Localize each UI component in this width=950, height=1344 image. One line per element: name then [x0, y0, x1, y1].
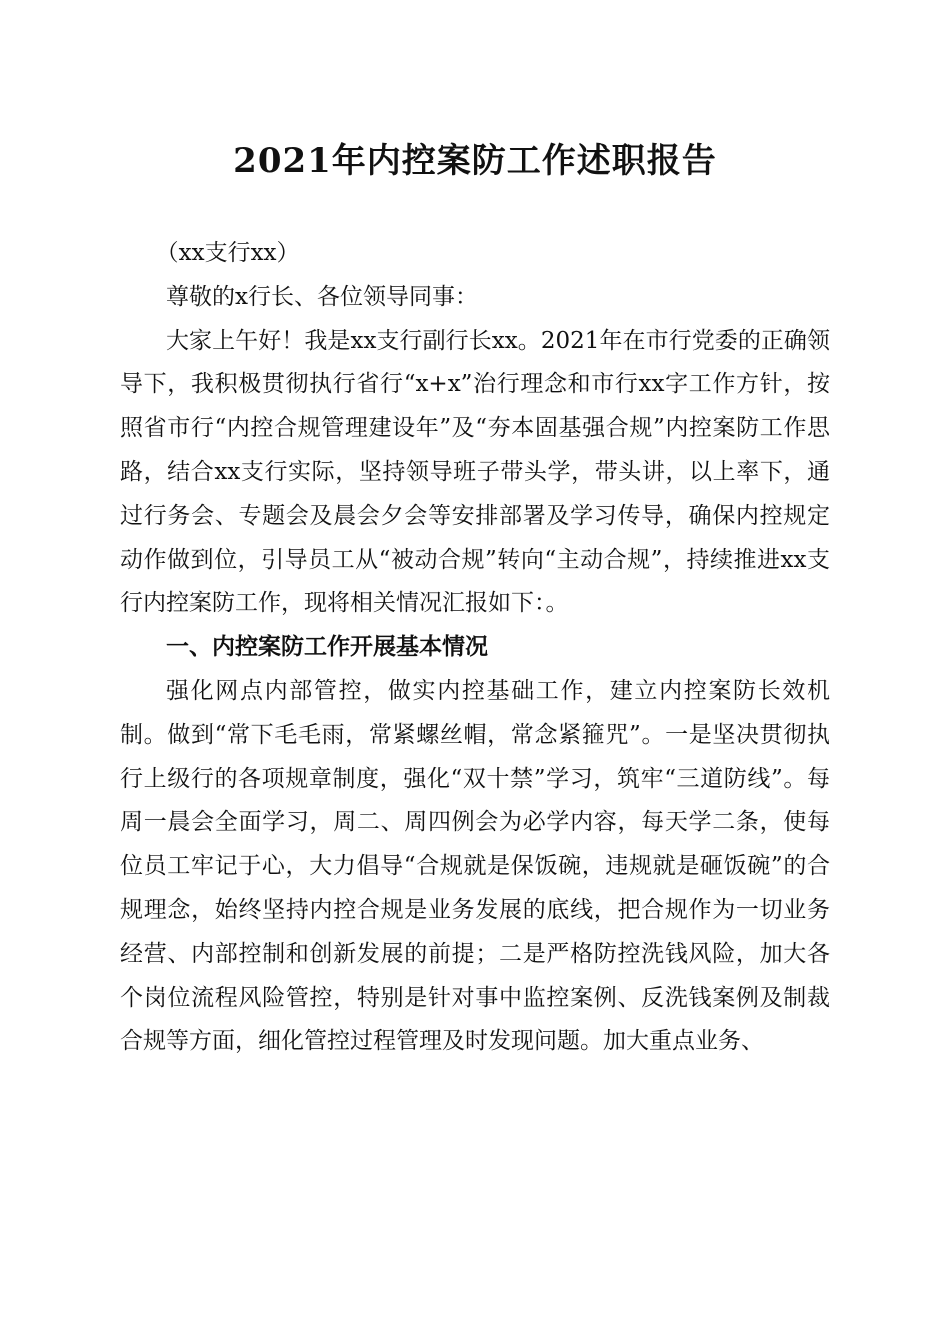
section-paragraph: 强化网点内部管控，做实内控基础工作，建立内控案防长效机制。做到“常下毛毛雨，常紧螺丝帽，常念紧箍咒”。一是坚决贯彻执行上级行的各项规章制度，强化“双十禁”学习，筑牢“三道防线”。每周一晨会全面学习，周二、周四例会为必学内容，每天学二条，使每位员工牢记于心，大力倡导“合规就是保饭碗，违规就是砸饭碗”的合规理念，始终坚持内控合规是业务发展的底线，把合规作为一切业务经营、内部控制和创新发展的前提；二是严格防控洗钱风险，加大各个岗位流程风险管控，特别是针对事中监控案例、反洗钱案例及制裁合规等方面，细化管控过程管理及时发现问题。加大重点业务、 — [120, 677, 830, 1055]
intro-paragraph: 大家上午好！我是xx支行副行长xx。2021年在市行党委的正确领导下，我积极贯彻执行省行“x+x”治行理念和市行xx字工作方针，按照省市行“内控合规管理建设年”及“夯本固基强合规”内控案防工作思路，结合xx支行实际，坚持领导班子带头学，带头讲，以上率下，通过行务会、专题会及晨会夕会等安排部署及学习传导，确保内控规定动作做到位，引导员工从“被动合规”转向“主动合规”，持续推进xx支行内控案防工作，现将相关情况汇报如下：。 — [120, 327, 830, 617]
section-heading: 一、内控案防工作开展基本情况 — [166, 634, 488, 661]
document-title: 2021年内控案防工作述职报告 — [233, 141, 717, 181]
salutation: 尊敬的x行长、各位领导同事： — [166, 283, 478, 310]
author-signature: （xx支行xx） — [155, 240, 300, 266]
document-body — [120, 232, 830, 1064]
